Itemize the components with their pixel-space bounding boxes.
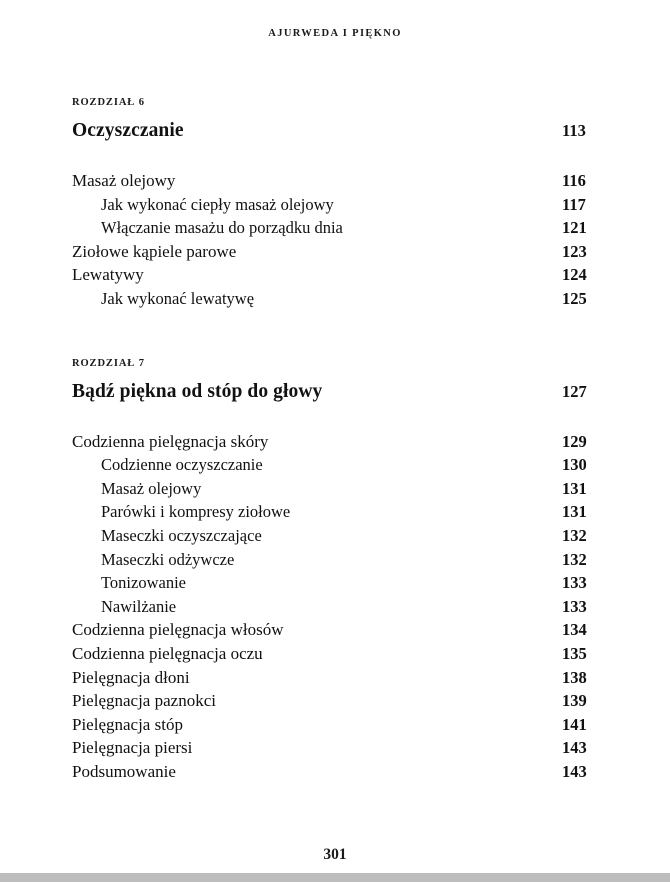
- toc-entry[interactable]: [72, 287, 598, 311]
- toc-entry[interactable]: [72, 263, 598, 287]
- toc-entry-page-number: 125: [562, 288, 587, 308]
- toc-entry-label: Pielęgnacja piersi: [72, 738, 193, 758]
- toc-entry[interactable]: [72, 524, 598, 548]
- toc-entry[interactable]: [72, 689, 598, 713]
- toc-entry-label: Pielęgnacja stóp: [72, 714, 183, 734]
- toc-entry-label: Jak wykonać lewatywę: [101, 288, 255, 308]
- chapter-title-row[interactable]: [72, 378, 598, 406]
- chapter-kicker: ROZDZIAŁ 6: [72, 97, 145, 108]
- toc-entry-page-number: 133: [562, 573, 587, 593]
- folio-page-number: 301: [323, 846, 347, 863]
- toc-entry-page-number: 143: [562, 738, 587, 758]
- toc-entry-page-number: 124: [562, 265, 587, 285]
- toc-entry-page-number: 131: [562, 502, 587, 522]
- toc-entry-label: Nawilżanie: [101, 596, 177, 616]
- toc-entry[interactable]: [72, 453, 598, 477]
- toc-entry[interactable]: [72, 595, 598, 619]
- toc-entry-page-number: 131: [562, 478, 587, 498]
- toc-entry-page-number: 135: [562, 643, 587, 663]
- toc-entry-page-number: 123: [562, 241, 587, 261]
- chapter-title-row[interactable]: [72, 117, 598, 145]
- toc-entry-label: Masaż olejowy: [72, 171, 176, 190]
- toc-entry-label: Podsumowanie: [72, 761, 176, 781]
- chapter-title-page-number: 127: [562, 381, 587, 401]
- toc-entry-label: Parówki i kompresy ziołowe: [101, 502, 291, 522]
- bottom-bar: [0, 873, 670, 882]
- toc-entry-page-number: 141: [562, 714, 587, 734]
- toc-entry[interactable]: [72, 548, 598, 572]
- toc-entry[interactable]: [72, 240, 598, 264]
- toc-entry-page-number: 116: [562, 171, 586, 190]
- toc-entry-label: Codzienna pielęgnacja oczu: [72, 643, 263, 663]
- table-of-contents: [72, 96, 598, 783]
- chapter-title-label: Bądź piękna od stóp do głowy: [72, 380, 323, 402]
- toc-entry[interactable]: [72, 430, 598, 454]
- chapter-block: [72, 357, 598, 784]
- toc-entry-page-number: 139: [562, 691, 587, 711]
- chapter-title-label: Oczyszczanie: [72, 120, 184, 141]
- chapter-title-page-number: 113: [562, 121, 586, 140]
- toc-entry-page-number: 138: [562, 667, 587, 687]
- toc-entry-label: Ziołowe kąpiele parowe: [72, 241, 237, 261]
- toc-entry[interactable]: [72, 736, 598, 760]
- toc-entry[interactable]: [72, 642, 598, 666]
- toc-entry-label: Pielęgnacja dłoni: [72, 667, 190, 687]
- toc-entry[interactable]: [72, 500, 598, 524]
- toc-entry-page-number: 133: [562, 596, 587, 616]
- toc-entry-label: Lewatywy: [72, 265, 144, 285]
- toc-entry[interactable]: [72, 713, 598, 737]
- toc-entry-page-number: 130: [562, 455, 587, 475]
- toc-entry[interactable]: [72, 618, 598, 642]
- toc-entry[interactable]: [72, 169, 598, 193]
- toc-entry-page-number: 117: [562, 194, 586, 214]
- toc-entry[interactable]: [72, 666, 598, 690]
- toc-entry[interactable]: [72, 216, 598, 240]
- toc-entry-label: Codzienna pielęgnacja włosów: [72, 620, 284, 640]
- toc-entry[interactable]: [72, 571, 598, 595]
- toc-entry-page-number: 134: [562, 620, 587, 640]
- toc-entry-label: Pielęgnacja paznokci: [72, 691, 216, 711]
- toc-entry-page-number: 132: [562, 549, 587, 569]
- toc-entry-page-number: 143: [562, 761, 587, 781]
- running-head: AJURWEDA I PIĘKNO: [268, 28, 402, 39]
- toc-entry-label: Tonizowanie: [101, 573, 186, 593]
- toc-entry-page-number: 129: [562, 431, 587, 451]
- toc-entry-label: Masaż olejowy: [101, 478, 202, 498]
- toc-entry-label: Jak wykonać ciepły masaż olejowy: [101, 194, 334, 214]
- toc-entry[interactable]: [72, 193, 598, 217]
- toc-entry-label: Maseczki odżywcze: [101, 549, 235, 569]
- chapter-kicker: ROZDZIAŁ 7: [72, 357, 145, 369]
- toc-entry-page-number: 132: [562, 525, 587, 545]
- toc-entry-label: Maseczki oczyszczające: [101, 525, 262, 545]
- toc-entry-label: Włączanie masażu do porządku dnia: [101, 218, 343, 238]
- toc-entry[interactable]: [72, 477, 598, 501]
- toc-entry-page-number: 121: [562, 218, 587, 238]
- toc-entry-label: Codzienne oczyszczanie: [101, 455, 263, 475]
- chapter-block: [72, 96, 598, 311]
- toc-entry[interactable]: [72, 760, 598, 784]
- toc-entry-label: Codzienna pielęgnacja skóry: [72, 431, 269, 451]
